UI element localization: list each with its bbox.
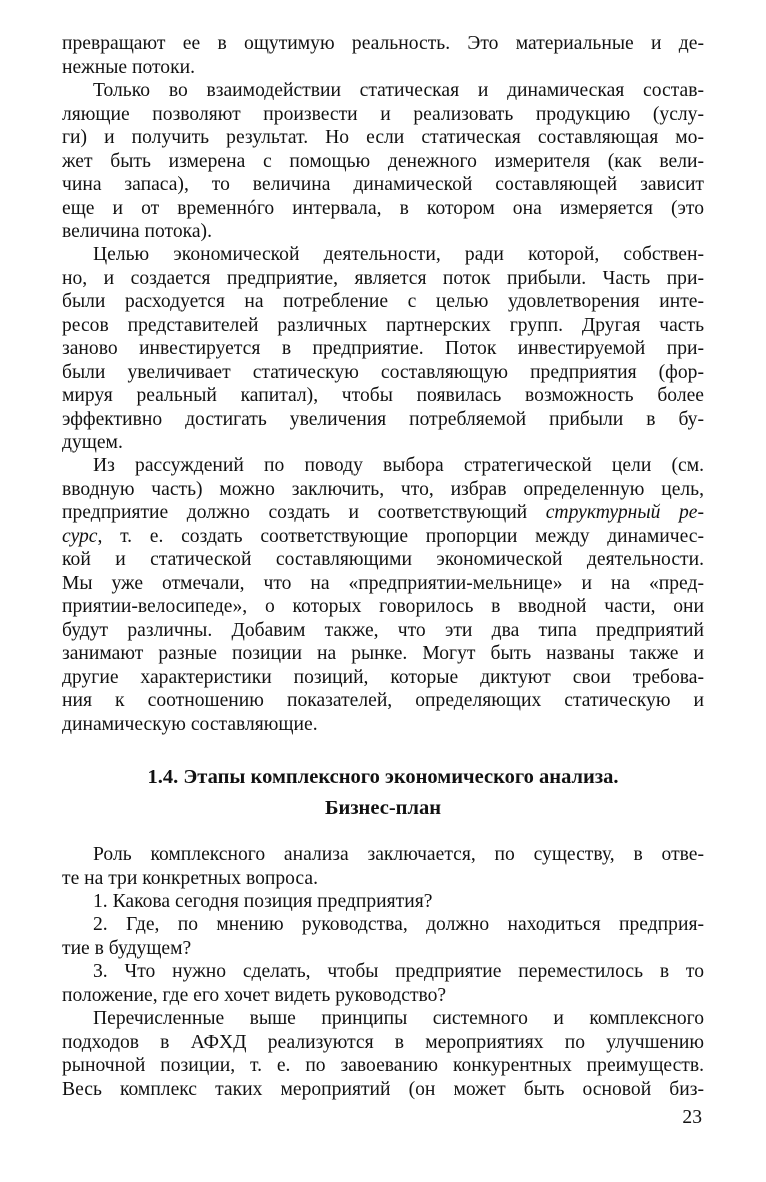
paragraph-1 (62, 32, 704, 79)
text-line: Целью экономической деятельности, ради которой, собствен- (93, 244, 704, 265)
text-line: жет быть измерена с помощью денежного измерителя (как вели- (62, 150, 704, 172)
text-line: 2. Где, по мнению руководства, должно находиться предприя- (93, 914, 704, 935)
paragraph-3 (62, 243, 704, 455)
text-line: подходов в АФХД реализуются в мероприятиях по улучшению (62, 1031, 704, 1053)
text-line: ляющие позволяют произвести и реализовать продукцию (услу- (62, 103, 704, 125)
text-line: рыночной позиции, т. е. по завоеванию конкурентных преимуществ. (62, 1055, 704, 1076)
text-line: Перечисленные выше принципы системного и комплексного (93, 1008, 704, 1029)
text-line: эффективно достигать увеличения потребляемой прибыли в бу- (62, 408, 704, 430)
paragraph-5 (62, 843, 704, 890)
text-line: динамическую составляющие. (62, 713, 318, 735)
text-line: положение, где его хочет видеть руководство? (62, 984, 447, 1006)
paragraph-4 (62, 454, 704, 736)
emphasized-term: структурный ре- (545, 502, 704, 523)
text-line: Роль комплексного анализа заключается, по существу, в отве- (93, 844, 704, 865)
text-span: , т. е. создать соответствующие пропорции между динамичес- (97, 525, 704, 547)
text-line: были расходуется на потребление с целью удовлетворения инте- (62, 291, 704, 312)
text-line: ги) и получить результат. Но если статическая составляющая мо- (62, 127, 704, 148)
text-line: нежные потоки. (62, 56, 195, 78)
section-heading (62, 762, 704, 824)
text-line: превращают ее в ощутимую реальность. Это материальные и де- (62, 33, 704, 54)
text-line: были увеличивает статическую составляющую предприятия (фор- (62, 361, 704, 383)
text-line: заново инвестируется в предприятие. Поток инвестируемой при- (62, 338, 704, 359)
text-line: кой и статической составляющими экономической деятельности. (62, 549, 704, 570)
text-line: но, и создается предприятие, является поток прибыли. Часть при- (62, 267, 704, 289)
text-line: Весь комплекс таких мероприятий (он может быть основой биз- (62, 1078, 704, 1100)
text-line: приятии-велосипеде», о которых говорилось в вводной части, они (62, 596, 704, 617)
text-line: мируя реальный капитал), чтобы появилась возможность более (62, 385, 704, 406)
text-line: еще и от временнóго интервала, в котором она измеряется (это (62, 197, 704, 219)
page-number: 23 (682, 1107, 702, 1128)
paragraph-2 (62, 79, 704, 244)
emphasized-term: сурс (62, 525, 98, 547)
heading-line: 1.4. Этапы комплексного экономического анализа. (147, 766, 619, 788)
text-line: вводную часть) можно заключить, что, избрав определенную цель, (62, 478, 704, 500)
heading-line: Бизнес-план (324, 797, 442, 819)
text-line: Мы уже отмечали, что на «предприятии-мельнице» и на «пред- (62, 572, 704, 594)
text-line: 3. Что нужно сделать, чтобы предприятие переместилось в то (93, 961, 704, 982)
text-line: будут различны. Добавим также, что эти два типа предприятий (62, 619, 704, 641)
text-line: те на три конкретных вопроса. (62, 867, 318, 889)
question-2 (62, 913, 704, 960)
text-line: 1. Какова сегодня позиция предприятия? (93, 891, 433, 912)
text-line: ресов представителей различных партнерских групп. Другая часть (62, 314, 704, 336)
question-3 (62, 960, 704, 1007)
text-line: Только во взаимодействии статическая и динамическая состав- (93, 80, 704, 101)
question-1 (62, 890, 704, 914)
paragraph-6 (62, 1007, 704, 1101)
text-line: чина запаса), то величина динамической составляющей зависит (62, 174, 704, 195)
text-line: ния к соотношению показателей, определяющих статическую и (62, 690, 704, 711)
text-line: дущем. (62, 432, 123, 453)
text-line: тие в будущем? (62, 937, 192, 959)
text-span: предприятие должно создать и соответствующий (62, 502, 546, 523)
text-line (62, 501, 704, 525)
text-line: Из рассуждений по поводу выбора стратегической цели (см. (93, 455, 704, 476)
text-line: другие характеристики позиций, которые диктуют свои требова- (62, 666, 704, 688)
text-line: занимают разные позиции на рынке. Могут быть названы также и (62, 643, 704, 664)
text-line (62, 525, 704, 549)
text-line: величина потока). (62, 221, 212, 242)
